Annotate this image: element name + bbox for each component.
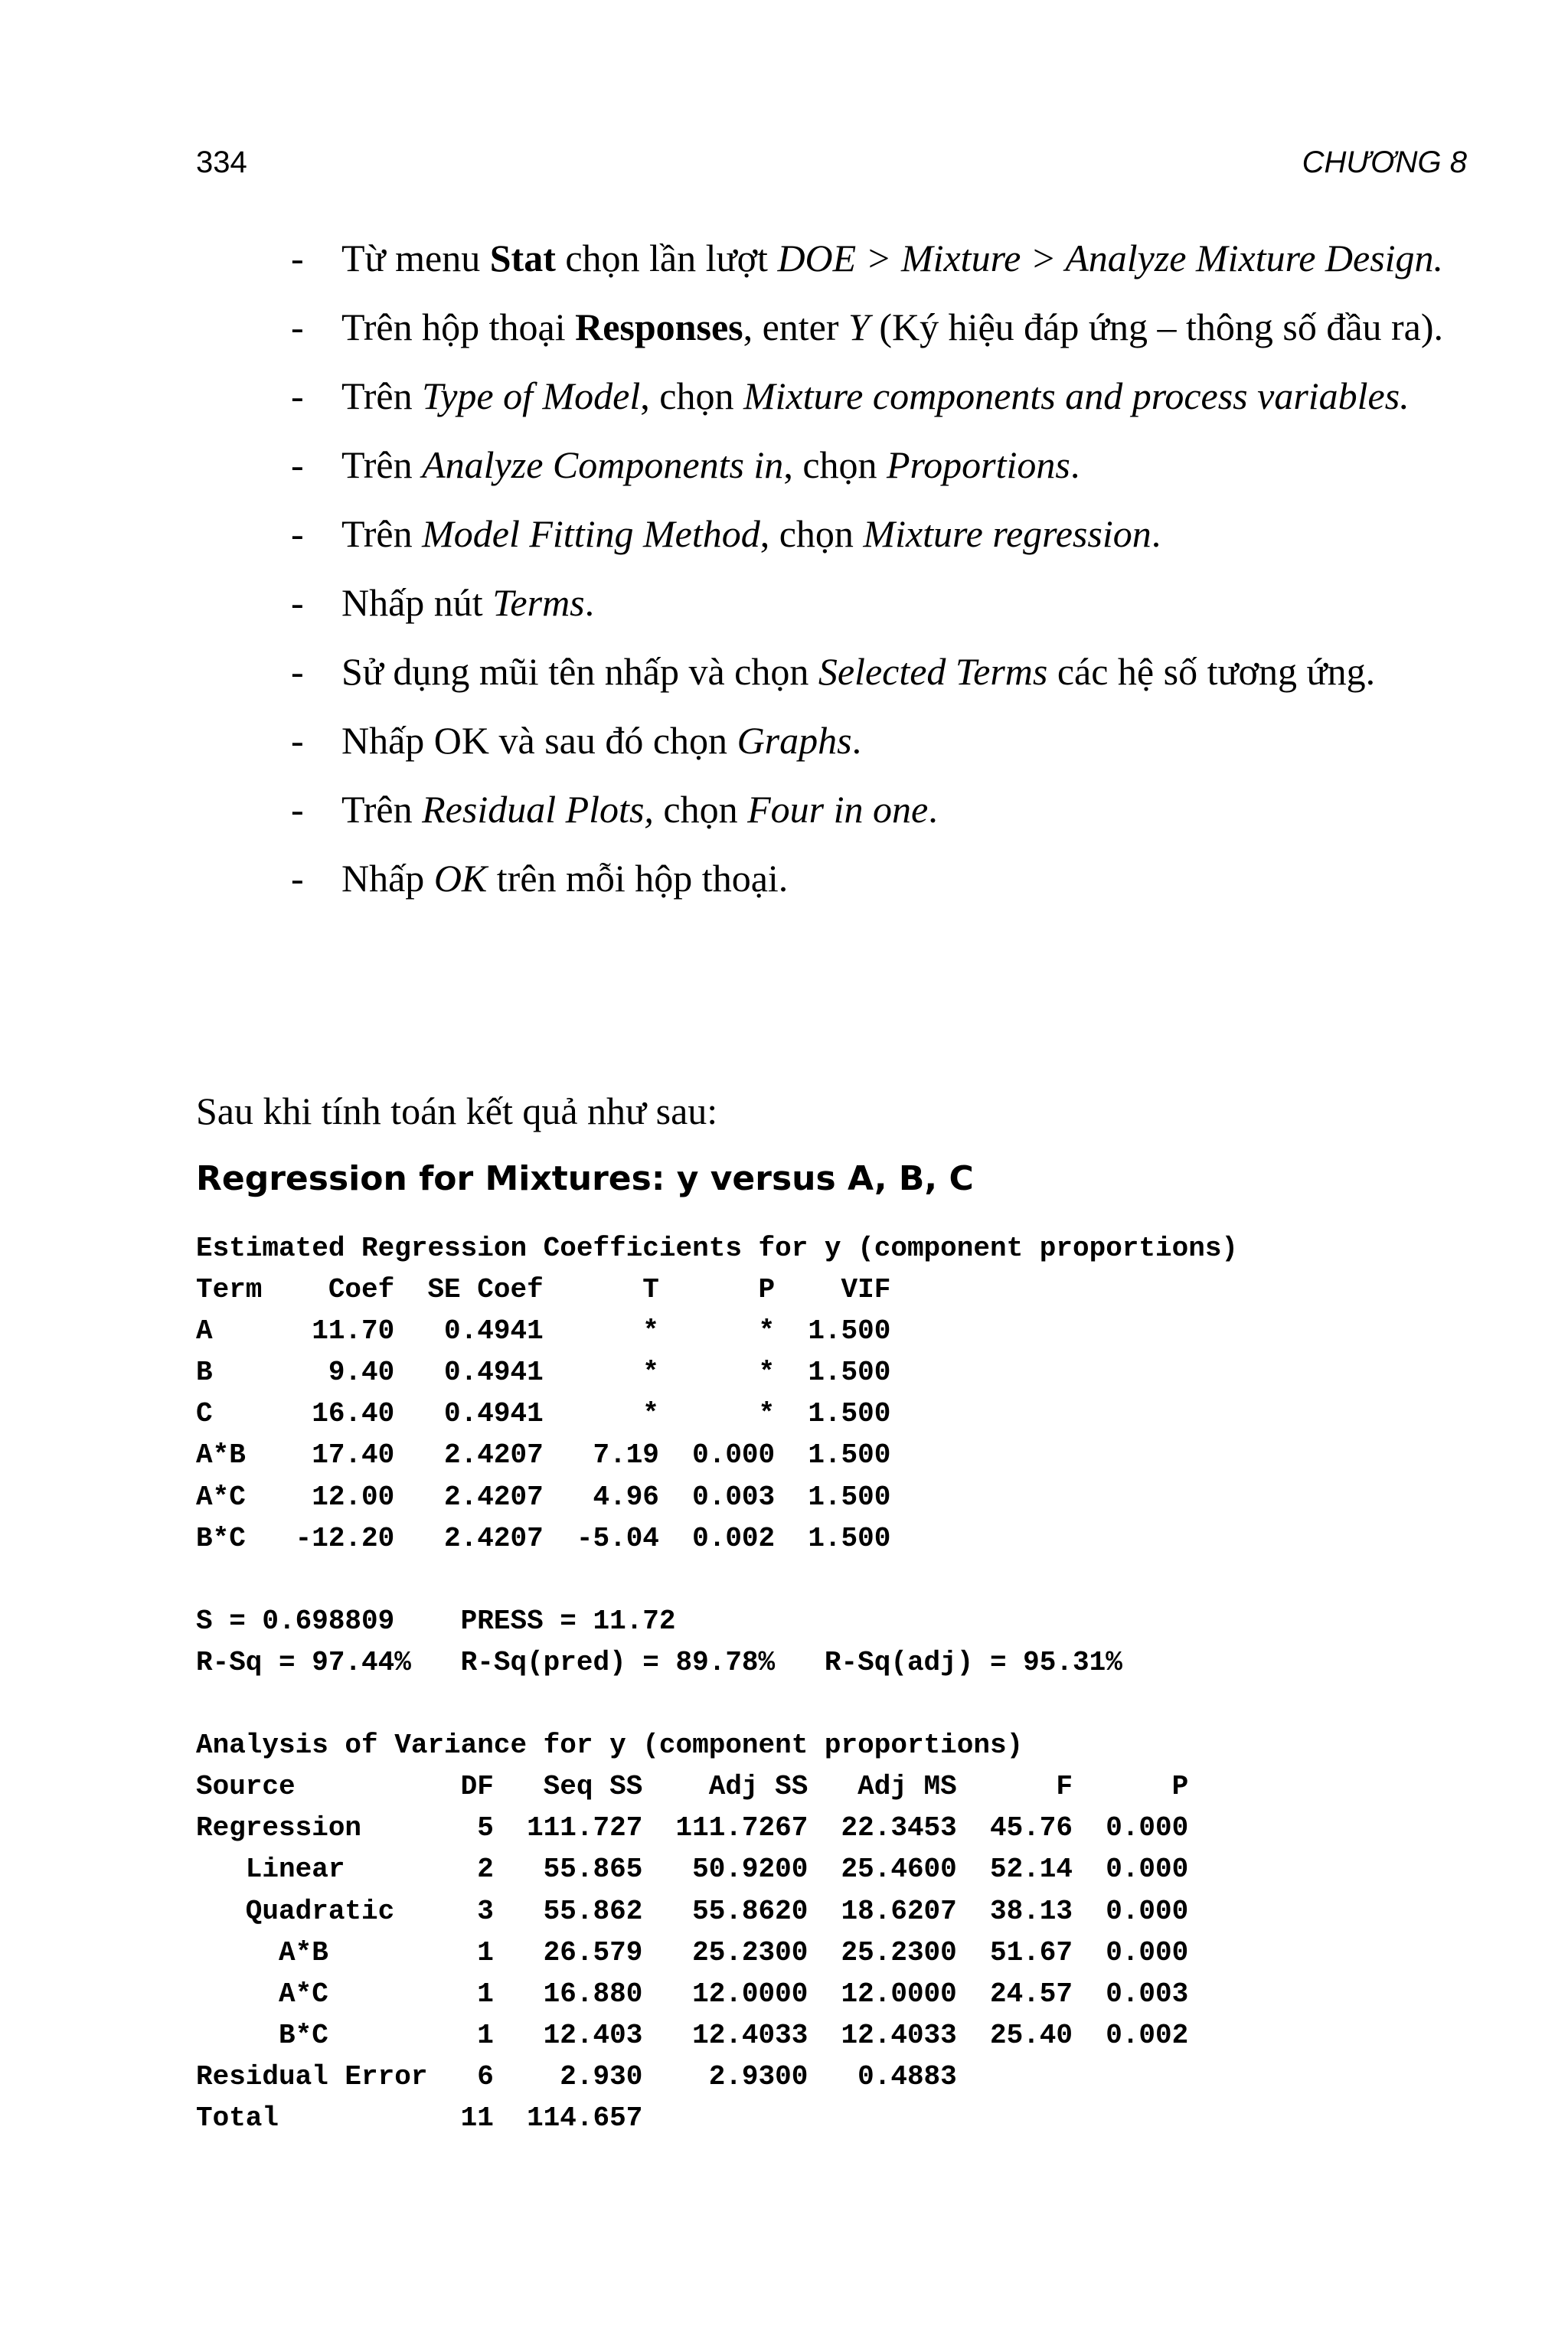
step-text: Trên xyxy=(341,374,423,417)
step-text: , chọn xyxy=(783,443,887,486)
step-text: . xyxy=(928,788,938,831)
step-text: , enter xyxy=(743,305,849,348)
output-line: B*C -12.20 2.4207 -5.04 0.002 1.500 xyxy=(196,1522,891,1554)
list-dash: - xyxy=(291,305,304,348)
list-dash: - xyxy=(291,650,304,693)
list-dash: - xyxy=(291,374,304,417)
page-number: 334 xyxy=(196,145,247,179)
step-text: các hệ số tương ứng. xyxy=(1047,650,1376,693)
instruction-step xyxy=(196,441,1467,488)
list-dash: - xyxy=(291,788,304,831)
step-text: Nhấp OK và sau đó chọn xyxy=(341,719,737,762)
step-text: OK xyxy=(433,857,488,900)
output-line: Total 11 114.657 xyxy=(196,2102,643,2134)
output-line xyxy=(196,1684,1238,1725)
instruction-step xyxy=(196,579,1467,626)
instruction-step xyxy=(196,372,1467,420)
step-text: Y xyxy=(848,305,870,348)
page-header xyxy=(196,145,1467,191)
instruction-list xyxy=(196,234,1467,923)
output-line: A 11.70 0.4941 * * 1.500 xyxy=(196,1315,891,1348)
step-text: Trên xyxy=(341,512,423,555)
step-text: . xyxy=(851,719,862,762)
list-dash: - xyxy=(291,857,304,900)
step-text: , chọn xyxy=(760,512,864,555)
output-line: C 16.40 0.4941 * * 1.500 xyxy=(196,1398,891,1430)
output-line: Source DF Seq SS Adj SS Adj MS F P xyxy=(196,1771,1189,1803)
output-line: A*C 12.00 2.4207 4.96 0.003 1.500 xyxy=(196,1481,891,1513)
step-text: Mixture regression xyxy=(863,512,1152,555)
step-text: Trên xyxy=(341,443,423,486)
output-line: A*B 1 26.579 25.2300 25.2300 51.67 0.000 xyxy=(196,1936,1189,1968)
instruction-step xyxy=(196,717,1467,764)
list-dash: - xyxy=(291,237,304,279)
output-line: Estimated Regression Coefficients for y (component proportions) xyxy=(196,1233,1239,1264)
list-dash: - xyxy=(291,443,304,486)
list-dash: - xyxy=(291,581,304,624)
chapter-title: CHƯƠNG 8 xyxy=(1302,145,1467,179)
step-text: Type of Model xyxy=(422,374,641,417)
step-text: Graphs xyxy=(737,719,852,762)
step-text: . xyxy=(1151,512,1161,555)
step-text: Four in one xyxy=(747,788,929,831)
step-text: Proportions xyxy=(887,443,1070,486)
step-text: . xyxy=(1070,443,1080,486)
step-text: Nhấp xyxy=(341,857,434,900)
step-text: (Ký hiệu đáp ứng – thông số đầu ra). xyxy=(869,305,1444,348)
output-line: Linear 2 55.865 50.9200 25.4600 52.14 0.000 xyxy=(196,1854,1189,1886)
output-line: Residual Error 6 2.930 2.9300 0.4883 xyxy=(196,2060,957,2092)
step-text: . xyxy=(584,581,595,624)
step-text: chọn lần lượt xyxy=(555,237,778,279)
instruction-step xyxy=(196,854,1467,902)
instruction-step xyxy=(196,648,1467,695)
list-dash: - xyxy=(291,719,304,762)
minitab-output xyxy=(196,1228,1238,2139)
step-text: Stat xyxy=(489,237,556,279)
step-text: chọn xyxy=(653,788,748,831)
list-dash: - xyxy=(291,512,304,555)
output-line: B*C 1 12.403 12.4033 12.4033 25.40 0.002 xyxy=(196,2019,1189,2051)
output-line: Quadratic 3 55.862 55.8620 18.6207 38.13 0.000 xyxy=(196,1895,1189,1927)
step-text: Selected Terms xyxy=(818,650,1048,693)
step-text: Responses xyxy=(575,305,743,348)
results-intro: Sau khi tính toán kết quả như sau: xyxy=(196,1089,718,1132)
step-text: Nhấp nút xyxy=(341,581,493,624)
step-text: , chọn xyxy=(640,374,743,417)
output-line: B 9.40 0.4941 * * 1.500 xyxy=(196,1357,891,1389)
step-text: Model Fitting Method xyxy=(422,512,760,555)
instruction-step xyxy=(196,510,1467,557)
step-text: Trên hộp thoại xyxy=(341,305,576,348)
step-text: Residual Plots, xyxy=(422,788,654,831)
output-line: S = 0.698809 PRESS = 11.72 xyxy=(196,1605,676,1637)
output-line: Regression 5 111.727 111.7267 22.3453 45.76 0.000 xyxy=(196,1812,1189,1844)
output-line: Analysis of Variance for y (component proportions) xyxy=(196,1730,1024,1762)
step-text: Từ menu xyxy=(341,237,490,279)
output-line xyxy=(196,1560,1238,1601)
step-text: Trên xyxy=(341,788,423,831)
step-text: Sử dụng mũi tên nhấp và chọn xyxy=(341,650,818,693)
instruction-step xyxy=(196,786,1467,833)
output-line: A*B 17.40 2.4207 7.19 0.000 1.500 xyxy=(196,1439,891,1472)
output-line: A*C 1 16.880 12.0000 12.0000 24.57 0.003 xyxy=(196,1978,1189,2010)
step-text: DOE > Mixture > Analyze Mixture Design. xyxy=(777,237,1444,279)
step-text: Analyze Components in xyxy=(422,443,784,486)
output-line: Term Coef SE Coef T P VIF xyxy=(196,1274,891,1306)
instruction-step xyxy=(196,234,1467,282)
step-text: trên mỗi hộp thoại. xyxy=(487,857,789,900)
output-line: R-Sq = 97.44% R-Sq(pred) = 89.78% R-Sq(adj) = 95.31% xyxy=(196,1646,1122,1678)
section-heading: Regression for Mixtures: y versus A, B, C xyxy=(196,1159,974,1198)
instruction-step xyxy=(196,303,1467,351)
step-text: Terms xyxy=(492,581,585,624)
step-text: Mixture components and process variables. xyxy=(743,374,1410,417)
